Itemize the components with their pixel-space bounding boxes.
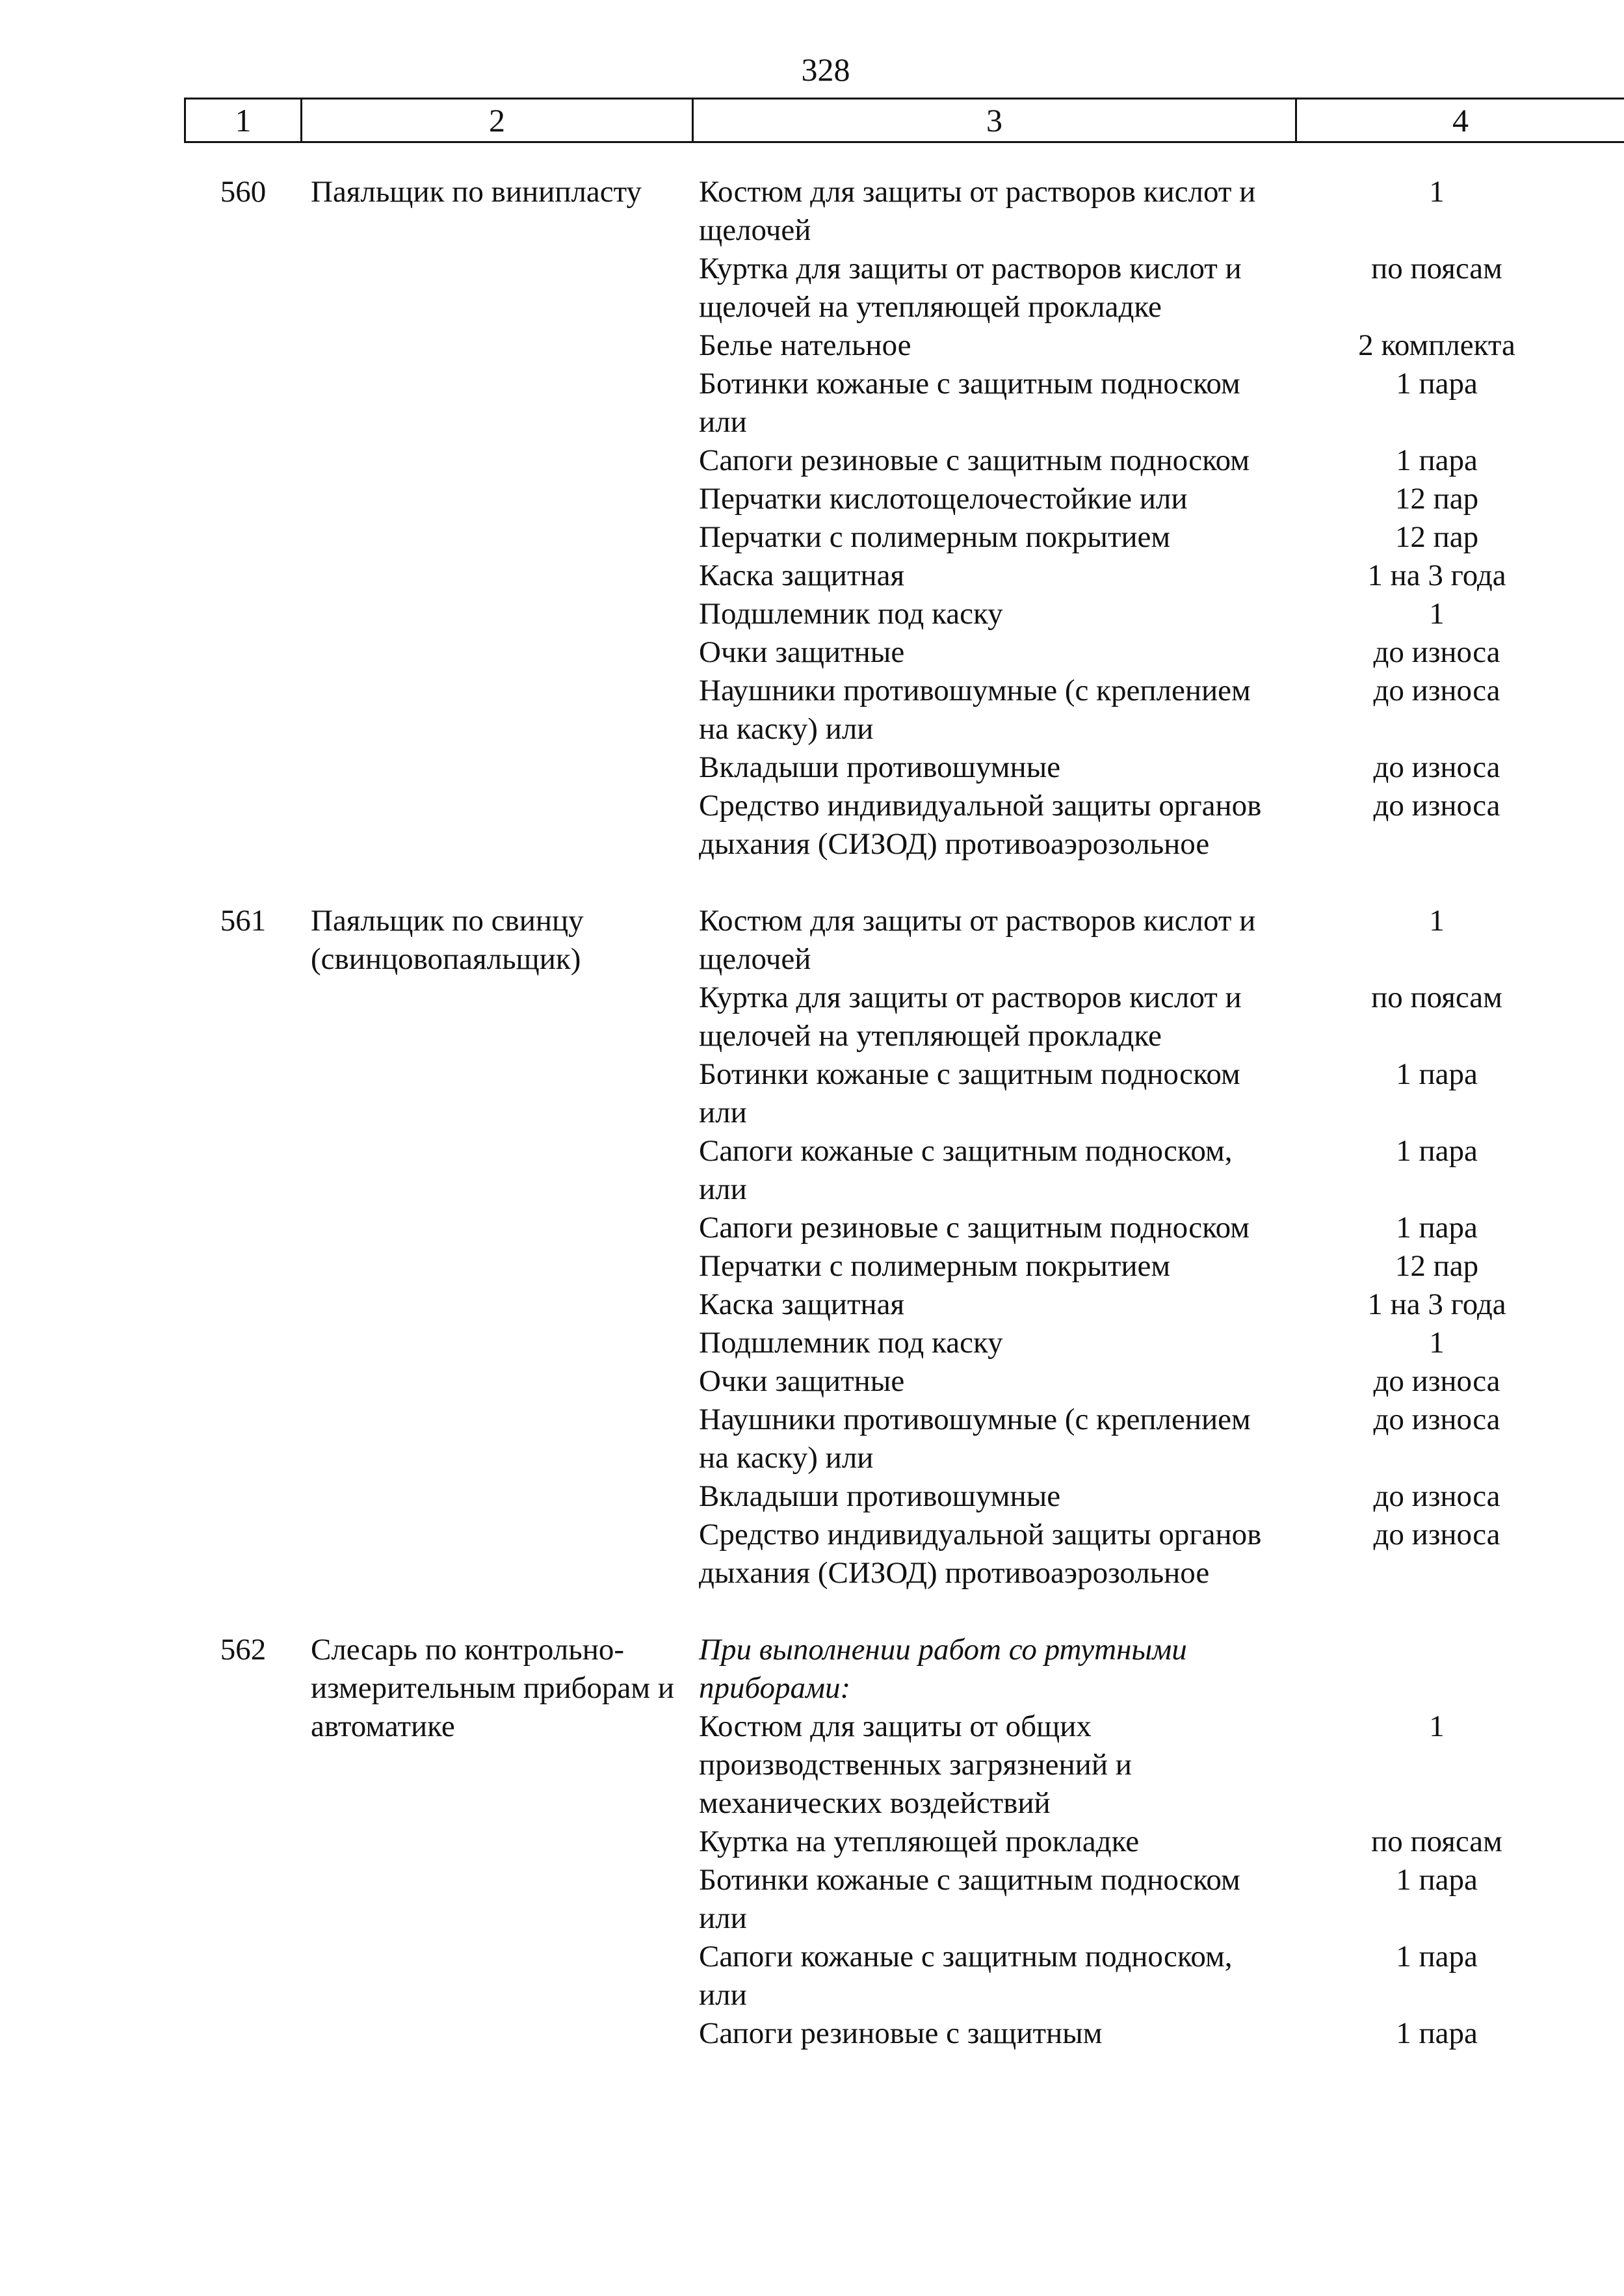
header-col-3: 3 (694, 99, 1297, 141)
item-name: Костюм для защиты от общих производственных загрязнений и механических воздействий (699, 1709, 1132, 1820)
item-name: Сапоги кожаные с защитным подноском, или (699, 1940, 1233, 2012)
item-qty: 1 пара (1396, 1134, 1478, 1168)
item-name: Вкладыши противошумные (699, 1479, 1061, 1513)
list-item (699, 748, 1624, 787)
item-name: Каска защитная (699, 559, 905, 592)
item-name: Каска защитная (699, 1287, 905, 1321)
list-item (699, 1362, 1624, 1401)
item-qty: до износа (1373, 1479, 1500, 1513)
item-qty: 1 пара (1396, 1057, 1478, 1091)
item-list (699, 1631, 1624, 2053)
item-name: Сапоги резиновые с защитным подноском (699, 443, 1250, 477)
list-item (699, 595, 1624, 633)
item-qty: по поясам (1371, 252, 1502, 285)
item-qty: до износа (1373, 750, 1500, 784)
item-name: Сапоги резиновые с защитным (699, 2016, 1103, 2050)
item-qty: 12 пар (1395, 482, 1479, 516)
list-item (699, 672, 1624, 748)
list-item (699, 557, 1624, 595)
list-item (699, 1247, 1624, 1286)
item-name: Сапоги кожаные с защитным подноском, или (699, 1134, 1233, 1206)
entry-title: Паяльщик по свинцу (свинцовопаяльщик) (311, 904, 584, 976)
item-qty: 1 (1429, 175, 1445, 209)
item-name: Перчатки с полимерным покрытием (699, 1249, 1171, 1283)
entry-number: 562 (220, 1633, 267, 1667)
list-item (699, 365, 1624, 442)
list-item (699, 173, 1624, 250)
list-item (699, 1823, 1624, 1861)
item-qty: 1 (1429, 904, 1445, 938)
item-name: Перчатки кислотощелочестойкие или (699, 482, 1188, 516)
entry-title: Паяльщик по винипласту (311, 175, 642, 209)
item-qty: 1 пара (1396, 2016, 1478, 2050)
item-name: Очки защитные (699, 1364, 905, 1398)
item-qty: 2 комплекта (1358, 328, 1515, 362)
item-qty: 12 пар (1395, 1249, 1479, 1283)
header-col-2: 2 (302, 99, 694, 141)
list-item (699, 1938, 1624, 2014)
item-name: Средство индивидуальной защиты органов дыхания (СИЗОД) противоаэрозольное (699, 789, 1262, 861)
list-item (699, 518, 1624, 557)
item-qty: до износа (1373, 1403, 1500, 1436)
item-qty: до износа (1373, 1518, 1500, 1551)
item-qty: 1 (1429, 597, 1445, 631)
list-item (699, 1861, 1624, 1938)
item-qty: до износа (1373, 1364, 1500, 1398)
list-item (699, 1209, 1624, 1247)
item-name: Подшлемник под каску (699, 597, 1003, 631)
page-number: 328 (801, 51, 850, 88)
item-name: Куртка для защиты от растворов кислот и щелочей на утепляющей прокладке (699, 981, 1242, 1053)
item-name: Перчатки с полимерным покрытием (699, 520, 1171, 554)
item-list (699, 173, 1624, 864)
item-qty: до износа (1373, 674, 1500, 707)
item-name: Наушники противошумные (с креплением на каску) или (699, 1403, 1251, 1475)
list-item (699, 1055, 1624, 1132)
list-item (699, 1477, 1624, 1516)
item-name: Ботинки кожаные с защитным подноском или (699, 1057, 1240, 1129)
item-qty: 1 пара (1396, 443, 1478, 477)
item-qty: 1 пара (1396, 1211, 1478, 1245)
list-item (699, 633, 1624, 672)
table-row (0, 902, 1624, 1592)
table-body (0, 173, 1624, 2091)
item-name: Куртка на утепляющей прокладке (699, 1825, 1140, 1858)
item-name: Наушники противошумные (с креплением на каску) или (699, 674, 1251, 746)
entry-title: Слесарь по контрольно-измерительным приборам и автоматике (311, 1633, 675, 1743)
item-qty: 12 пар (1395, 520, 1479, 554)
table-row (0, 173, 1624, 864)
list-item (699, 442, 1624, 480)
item-qty: 1 пара (1396, 367, 1478, 401)
list-item (699, 250, 1624, 326)
list-item (699, 1132, 1624, 1209)
item-qty: по поясам (1371, 981, 1502, 1014)
list-item (699, 480, 1624, 518)
list-item (699, 1324, 1624, 1362)
header-col-1: 1 (184, 99, 302, 141)
item-qty: до износа (1373, 635, 1500, 669)
list-item (699, 1708, 1624, 1823)
item-name: Костюм для защиты от растворов кислот и щелочей (699, 175, 1256, 247)
entry-number: 560 (220, 175, 267, 209)
item-qty: 1 пара (1396, 1863, 1478, 1897)
item-qty: до износа (1373, 789, 1500, 823)
item-name: Ботинки кожаные с защитным подноском или (699, 1863, 1240, 1935)
list-item (699, 902, 1624, 979)
item-qty: 1 (1429, 1326, 1445, 1360)
list-item (699, 1286, 1624, 1324)
item-name: Подшлемник под каску (699, 1326, 1003, 1360)
item-list (699, 902, 1624, 1592)
item-name: Куртка для защиты от растворов кислот и щелочей на утепляющей прокладке (699, 252, 1242, 324)
item-qty: по поясам (1371, 1825, 1502, 1858)
item-qty: 1 на 3 года (1367, 559, 1506, 592)
header-col-4: 4 (1452, 102, 1469, 139)
list-item (699, 1516, 1624, 1592)
table-header (184, 98, 1624, 143)
item-qty (1300, 1631, 1573, 1708)
list-item-subheading (699, 1631, 1624, 1708)
item-name: Средство индивидуальной защиты органов дыхания (СИЗОД) противоаэрозольное (699, 1518, 1262, 1590)
item-qty: 1 (1429, 1709, 1445, 1743)
item-qty: 1 пара (1396, 1940, 1478, 1973)
list-item (699, 2014, 1624, 2053)
entry-number: 561 (220, 904, 267, 938)
list-item (699, 787, 1624, 864)
item-name: При выполнении работ со ртутными приборами: (699, 1633, 1187, 1705)
table-row (0, 1631, 1624, 2053)
item-name: Белье нательное (699, 328, 911, 362)
item-name: Вкладыши противошумные (699, 750, 1061, 784)
item-name: Сапоги резиновые с защитным подноском (699, 1211, 1250, 1245)
list-item (699, 326, 1624, 365)
item-name: Очки защитные (699, 635, 905, 669)
list-item (699, 979, 1624, 1055)
item-name: Ботинки кожаные с защитным подноском или (699, 367, 1240, 439)
list-item (699, 1401, 1624, 1477)
item-qty: 1 на 3 года (1367, 1287, 1506, 1321)
item-name: Костюм для защиты от растворов кислот и щелочей (699, 904, 1256, 976)
